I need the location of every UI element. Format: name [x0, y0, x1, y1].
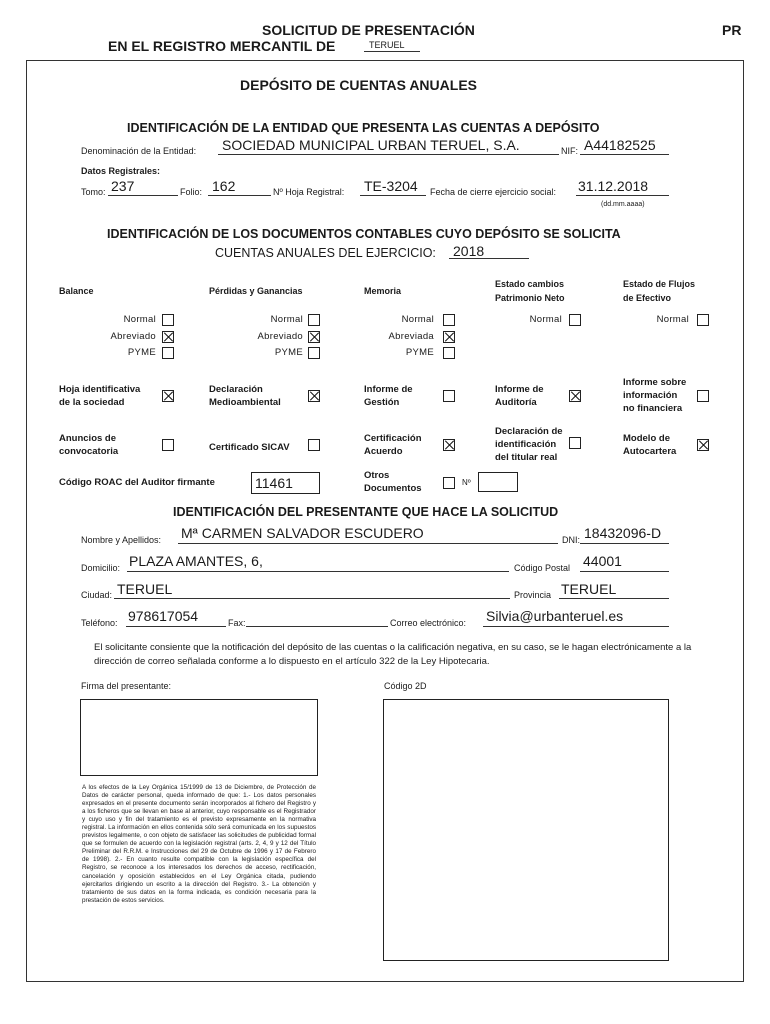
main-title: DEPÓSITO DE CUENTAS ANUALES: [240, 77, 477, 93]
form-code: PR: [722, 22, 742, 38]
informe-gestion-line1: Informe de: [364, 384, 413, 395]
province-line: [559, 598, 669, 599]
otros-line1: Otros: [364, 470, 390, 481]
consent-text: El solicitante consiente que la notificación del depósito de las cuentas o la calificación negativa, en su caso, se le hagan electrónicamente a la dirección de correo señalada conforme a lo dispuesto en el artículo 322 de la Ley Hipotecaria.: [94, 642, 692, 667]
patrimonio-normal-label: Normal: [529, 314, 562, 325]
fecha-value[interactable]: 31.12.2018: [578, 178, 649, 194]
decl-titular-line1: Declaración de: [495, 426, 563, 437]
form-title-line2: EN EL REGISTRO MERCANTIL DE: [108, 38, 336, 54]
perdidas-pyme-checkbox[interactable]: [308, 347, 320, 359]
balance-pyme-checkbox[interactable]: [162, 347, 174, 359]
province-label: Provincia: [514, 590, 552, 600]
col-memoria: Memoria: [364, 286, 402, 296]
decl-titular-line2: identificación: [495, 439, 557, 450]
hoja-ident-line2: de la sociedad: [59, 397, 125, 408]
col-patrimonio-2: Patrimonio Neto: [495, 293, 565, 303]
tomo-label: Tomo:: [81, 187, 106, 197]
address-label: Domicilio:: [81, 563, 121, 573]
registry-data-label: Datos Registrales:: [81, 166, 161, 176]
memoria-pyme-checkbox[interactable]: [443, 347, 455, 359]
roac-label: Código ROAC del Auditor firmante: [59, 477, 215, 488]
folio-line: [208, 195, 271, 196]
entity-name-value[interactable]: SOCIEDAD MUNICIPAL URBAN TERUEL, S.A.: [222, 137, 520, 153]
cert-acuerdo-line2: Acuerdo: [364, 446, 403, 457]
tomo-value[interactable]: 237: [111, 178, 135, 194]
informe-auditoria-checkbox[interactable]: [569, 390, 581, 402]
signature-label: Firma del presentante:: [81, 681, 172, 691]
year-label: CUENTAS ANUALES DEL EJERCICIO:: [215, 246, 436, 260]
anuncios-line2: convocatoria: [59, 446, 119, 457]
province-value[interactable]: TERUEL: [561, 581, 617, 597]
cp-line: [580, 571, 669, 572]
declaracion-checkbox[interactable]: [308, 390, 320, 402]
phone-value[interactable]: 978617054: [128, 608, 199, 624]
address-value[interactable]: PLAZA AMANTES, 6,: [129, 553, 263, 569]
autocartera-line2: Autocartera: [623, 446, 677, 457]
fax-line[interactable]: [246, 626, 388, 627]
informe-nf-line3: no financiera: [623, 403, 683, 414]
hoja-ident-checkbox[interactable]: [162, 390, 174, 402]
phone-label: Teléfono:: [81, 618, 118, 628]
informe-nf-line1: Informe sobre: [623, 377, 687, 388]
dni-label: DNI:: [562, 535, 580, 545]
memoria-normal-label: Normal: [401, 314, 434, 325]
decl-titular-line3: del titular real: [495, 452, 558, 463]
balance-normal-checkbox[interactable]: [162, 314, 174, 326]
folio-value[interactable]: 162: [212, 178, 236, 194]
hoja-label: Nº Hoja Registral:: [273, 187, 345, 197]
perdidas-pyme-label: PYME: [274, 347, 303, 358]
registry-city-underline: [364, 51, 420, 52]
documents-section-title: IDENTIFICACIÓN DE LOS DOCUMENTOS CONTABLES CUYO DEPÓSITO SE SOLICITA: [107, 227, 621, 241]
cp-value[interactable]: 44001: [583, 553, 622, 569]
entity-name-label: Denominación de la Entidad:: [81, 146, 197, 156]
hoja-ident-line1: Hoja identificativa: [59, 384, 141, 395]
informe-auditoria-line2: Auditoría: [495, 397, 537, 408]
perdidas-normal-label: Normal: [270, 314, 303, 325]
year-value[interactable]: 2018: [453, 243, 485, 259]
declaracion-line2: Medioambiental: [209, 397, 281, 408]
signature-box[interactable]: [80, 699, 318, 776]
otros-num-input[interactable]: [478, 472, 518, 492]
otros-checkbox[interactable]: [443, 477, 455, 489]
city-value[interactable]: TERUEL: [117, 581, 173, 597]
city-line: [114, 598, 510, 599]
roac-value: 11461: [255, 475, 293, 491]
sicav-label: Certificado SICAV: [209, 442, 290, 453]
tomo-line: [108, 195, 178, 196]
presenter-name-label: Nombre y Apellidos:: [81, 535, 162, 545]
otros-num-label: Nº: [462, 478, 471, 487]
otros-line2: Documentos: [364, 483, 422, 494]
fax-label: Fax:: [228, 618, 246, 628]
anuncios-line1: Anuncios de: [59, 433, 117, 444]
memoria-abreviada-checkbox[interactable]: [443, 331, 455, 343]
perdidas-abreviado-checkbox[interactable]: [308, 331, 320, 343]
email-value[interactable]: Silvia@urbanteruel.es: [486, 608, 624, 624]
decl-titular-checkbox[interactable]: [569, 437, 581, 449]
entity-section-title: IDENTIFICACIÓN DE LA ENTIDAD QUE PRESENTA LAS CUENTAS A DEPÓSITO: [127, 121, 600, 135]
balance-abreviado-checkbox[interactable]: [162, 331, 174, 343]
folio-label: Folio:: [180, 187, 203, 197]
col-perdidas: Pérdidas y Ganancias: [209, 286, 303, 296]
year-line: [449, 258, 529, 259]
hoja-value[interactable]: TE-3204: [364, 178, 418, 194]
autocartera-checkbox[interactable]: [697, 439, 709, 451]
flujos-normal-label: Normal: [656, 314, 689, 325]
sicav-checkbox[interactable]: [308, 439, 320, 451]
code-2d-label: Código 2D: [384, 681, 427, 691]
informe-nf-checkbox[interactable]: [697, 390, 709, 402]
perdidas-abreviado-label: Abreviado: [257, 331, 303, 342]
presenter-section-title: IDENTIFICACIÓN DEL PRESENTANTE QUE HACE LA SOLICITUD: [173, 505, 559, 519]
fecha-format: (dd.mm.aaaa): [601, 201, 645, 208]
cp-label: Código Postal: [514, 563, 571, 573]
email-line: [483, 626, 669, 627]
presenter-name-value[interactable]: Mª CARMEN SALVADOR ESCUDERO: [181, 525, 424, 541]
declaracion-line1: Declaración: [209, 384, 263, 395]
city-label: Ciudad:: [81, 590, 113, 600]
nif-label: NIF:: [561, 146, 578, 156]
autocartera-line1: Modelo de: [623, 433, 670, 444]
entity-name-line: [218, 154, 559, 155]
nif-line: [580, 154, 669, 155]
col-patrimonio-1: Estado cambios: [495, 279, 565, 289]
col-flujos-1: Estado de Flujos: [623, 279, 696, 289]
form-title-line1: SOLICITUD DE PRESENTACIÓN: [262, 22, 475, 38]
informe-auditoria-line1: Informe de: [495, 384, 544, 395]
email-label: Correo electrónico:: [390, 618, 467, 628]
presenter-name-line: [178, 543, 558, 544]
memoria-normal-checkbox[interactable]: [443, 314, 455, 326]
phone-line: [126, 626, 226, 627]
cert-acuerdo-checkbox[interactable]: [443, 439, 455, 451]
flujos-normal-checkbox[interactable]: [697, 314, 709, 326]
dni-value[interactable]: 18432096-D: [584, 525, 662, 541]
col-flujos-2: de Efectivo: [623, 293, 672, 303]
legal-text: A los efectos de la Ley Orgánica 15/1999 de 13 de Diciembre, de Protección de Datos de carácter personal, queda informado de que: 1.- Los datos personales expresados en el presente documento serán incorporados al fichero del Registro y a los ficheros que se llevan en base al anterior, cuyo responsable es el Registrador y cuyo uso y fin del tratamiento es el previsto expresamente en la normativa registral. La información en ellos contenida sólo será comunicada en los supuestos previstos legalmente, o con objeto de satisfacer las solicitudes de publicidad formal que se formulen de acuerdo con la legislación registral (arts. 2, 4, 9 y 12 del Título Preliminar del R.R.M. e Instrucciones del 29 de Octubre de 1996 y 17 de Febrero de 1998). 2.- En cuanto resulte compatible con la legislación específica del Registro, se reconoce a los interesados los derechos de acceso, rectificación, cancelación y oposición establecidos en el Ley Orgánica citada, pudiendo ejercitarlos dirigiendo un escrito a la dirección del Registro. 3.- La obtención y tratamiento de sus datos en la forma indicada, es condición necesaria para la prestación de estos servicios.: [82, 784, 316, 904]
memoria-pyme-label: PYME: [405, 347, 434, 358]
col-balance: Balance: [59, 286, 94, 296]
anuncios-checkbox[interactable]: [162, 439, 174, 451]
registry-city: TERUEL: [369, 40, 405, 50]
balance-abreviado-label: Abreviado: [110, 331, 156, 342]
informe-nf-line2: información: [623, 390, 678, 401]
balance-normal-label: Normal: [123, 314, 156, 325]
fecha-line: [576, 195, 669, 196]
informe-gestion-line2: Gestión: [364, 397, 400, 408]
address-line: [127, 571, 509, 572]
patrimonio-normal-checkbox[interactable]: [569, 314, 581, 326]
dni-line: [580, 543, 669, 544]
memoria-abreviada-label: Abreviada: [388, 331, 434, 342]
informe-gestion-checkbox[interactable]: [443, 390, 455, 402]
code-2d-box: [383, 699, 669, 961]
perdidas-normal-checkbox[interactable]: [308, 314, 320, 326]
cert-acuerdo-line1: Certificación: [364, 433, 422, 444]
balance-pyme-label: PYME: [127, 347, 156, 358]
fecha-label: Fecha de cierre ejercicio social:: [430, 187, 557, 197]
hoja-line: [360, 195, 426, 196]
nif-value[interactable]: A44182525: [584, 137, 656, 153]
